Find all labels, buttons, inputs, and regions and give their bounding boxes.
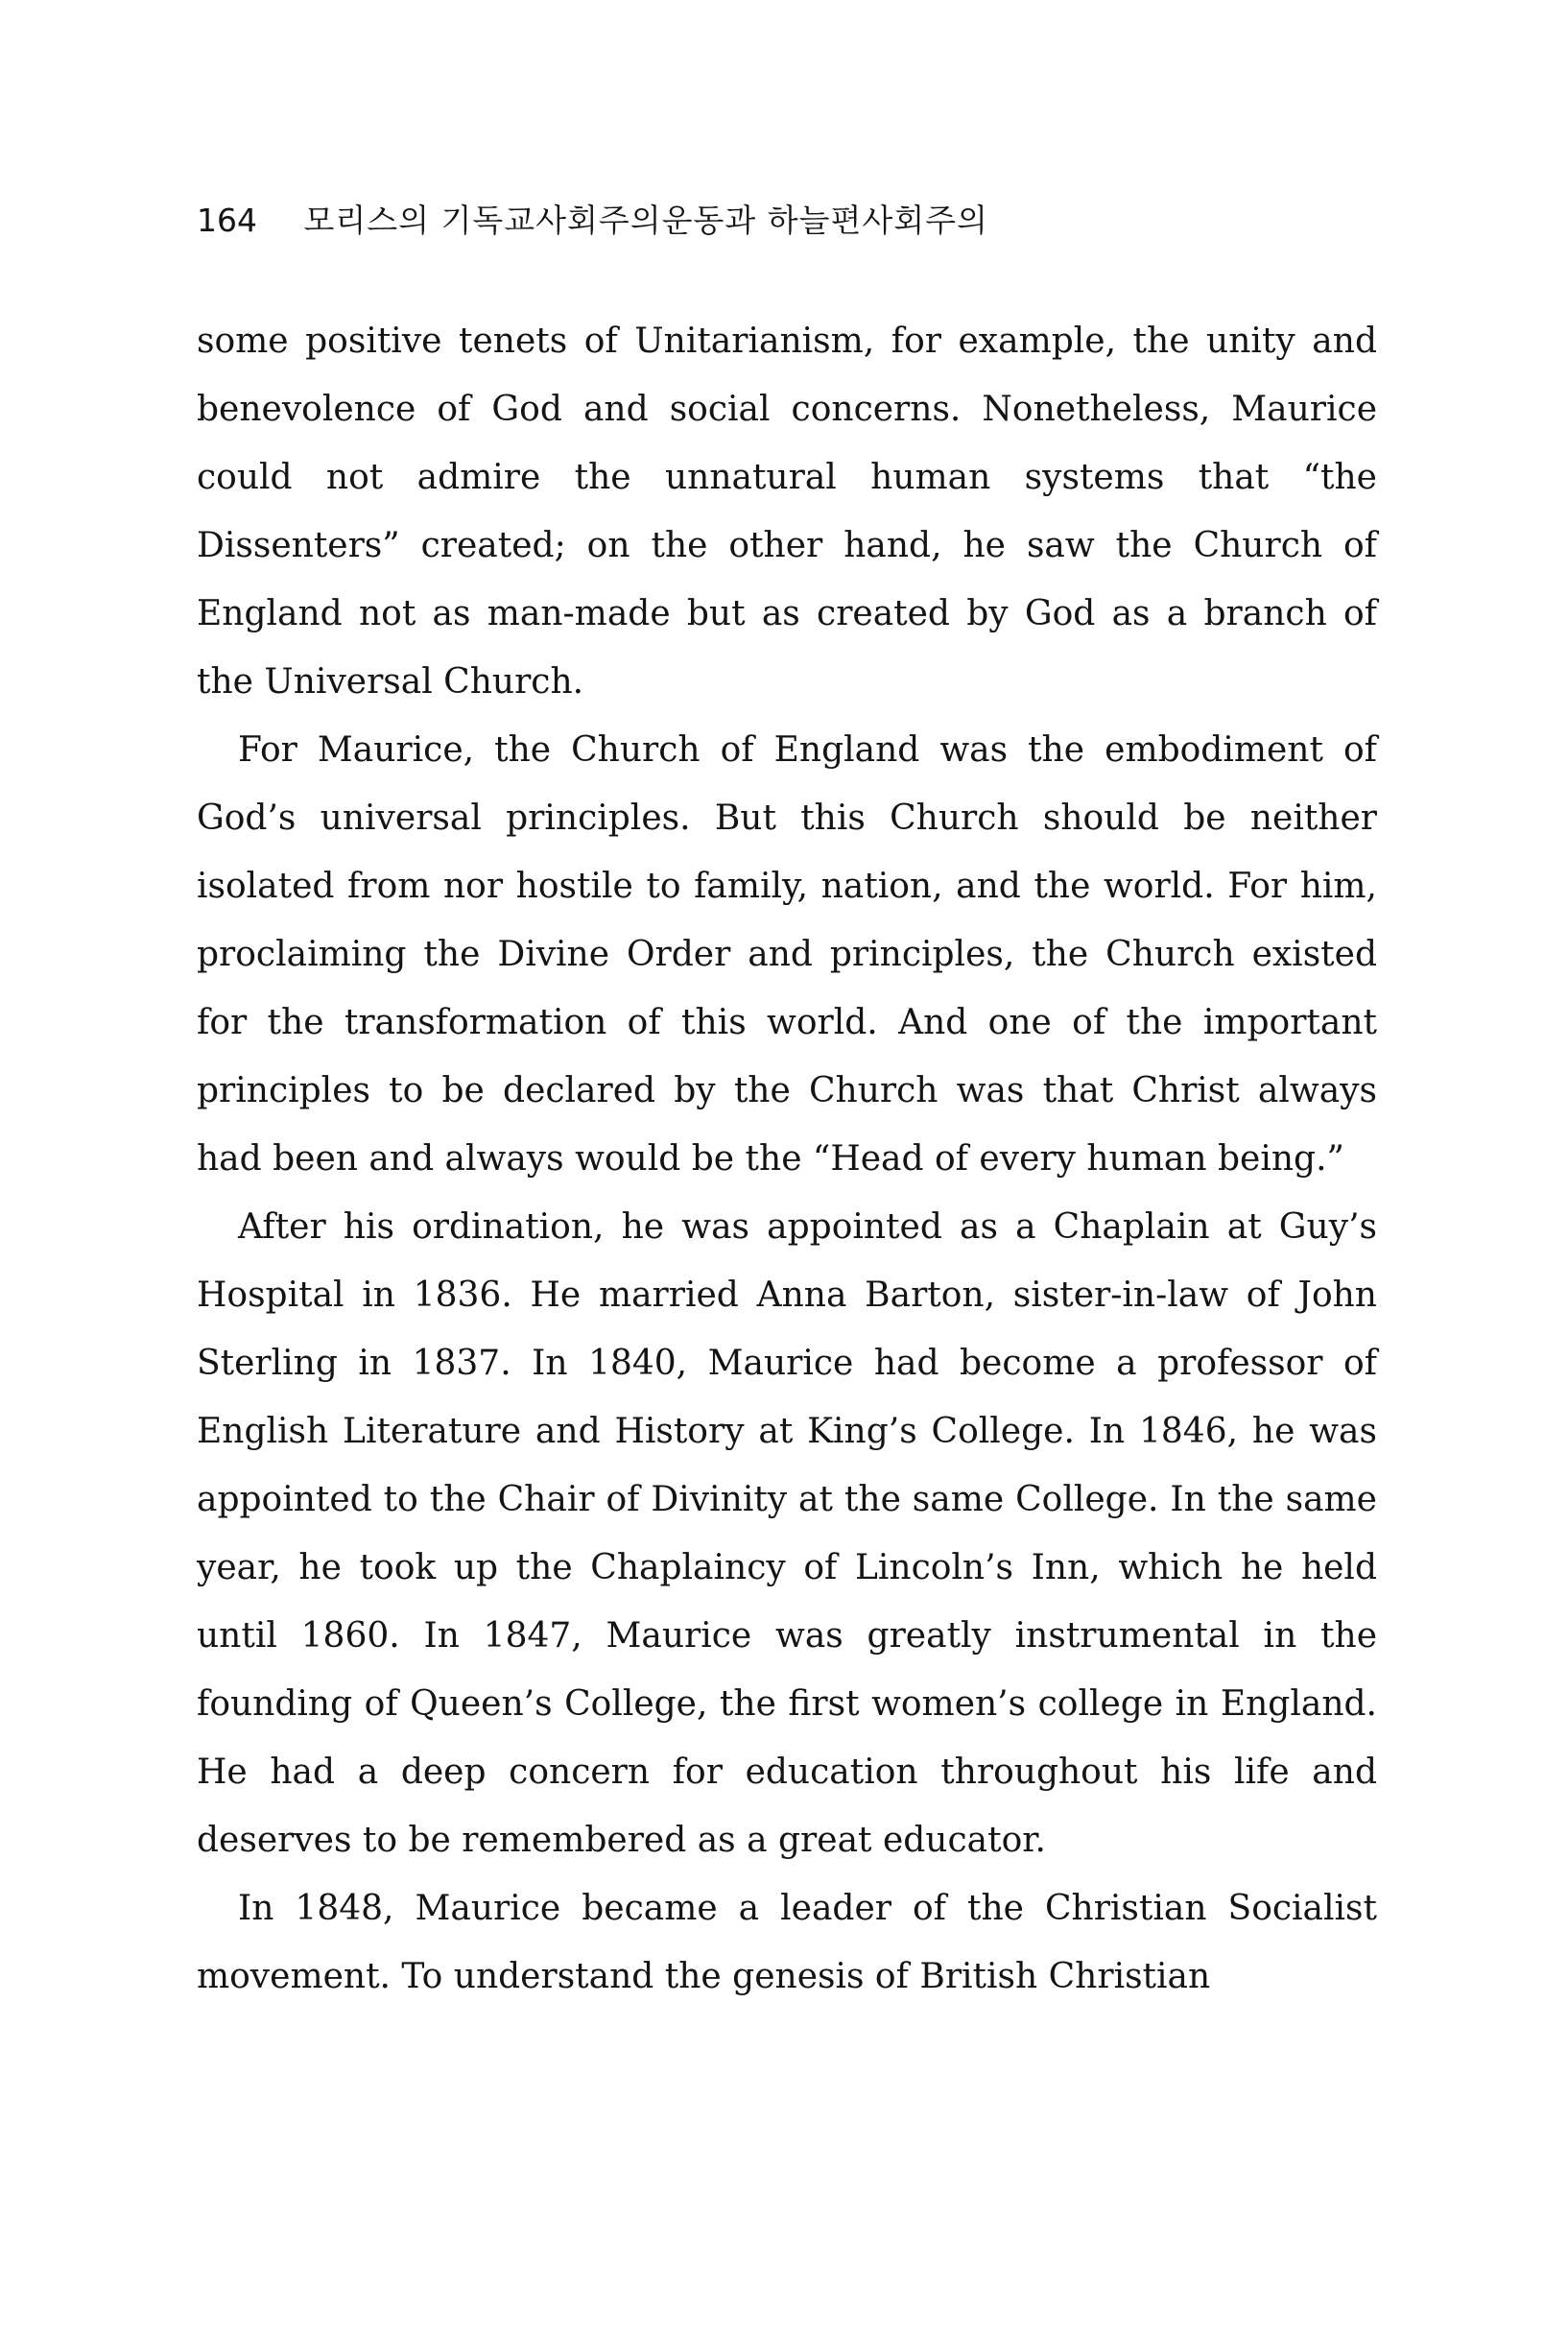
paragraph-continued: some positive tenets of Unitarianism, for example, the unity and benevolence of God and social concerns. Nonetheless, Maurice could not admire the unnatural human systems that “the Dissenters” created; on the other hand, he saw the Church of England not as man-made but as created by God as a branch of the Universal Church. [197, 322, 1377, 702]
body-text [197, 307, 1377, 2011]
paragraph-church-of-england: For Maurice, the Church of England was the embodiment of God’s universal principles. But this Church should be neither isolated from nor hostile to family, nation, and the world. For him, proclaiming the Divine Order and principles, the Church existed for the transformation of this world. And one of the important principles to be declared by the Church was that Christ always had been and always would be the “Head of every human being.” [197, 730, 1377, 1179]
paragraph-career: After his ordination, he was appointed as a Chaplain at Guy’s Hospital in 1836. He married Anna Barton, sister-in-law of John Sterling in 1837. In 1840, Maurice had become a professor of English Literature and History at King’s College. In 1846, he was appointed to the Chair of Divinity at the same College. In the same year, he took up the Chaplaincy of Lincoln’s Inn, which he held until 1860. In 1847, Maurice was greatly instrumental in the founding of Queen’s College, the first women’s college in England. He had a deep concern for education throughout his life and deserves to be remembered as a great educator. [197, 1207, 1377, 1860]
running-header [197, 197, 1377, 245]
book-title: 모리스의 기독교사회주의운동과 하늘편사회주의 [303, 202, 988, 239]
page-number: 164 [197, 202, 257, 239]
paragraph-christian-socialist: In 1848, Maurice became a leader of the Christian Socialist movement. To understand the genesis of British Christian [197, 1889, 1377, 1996]
